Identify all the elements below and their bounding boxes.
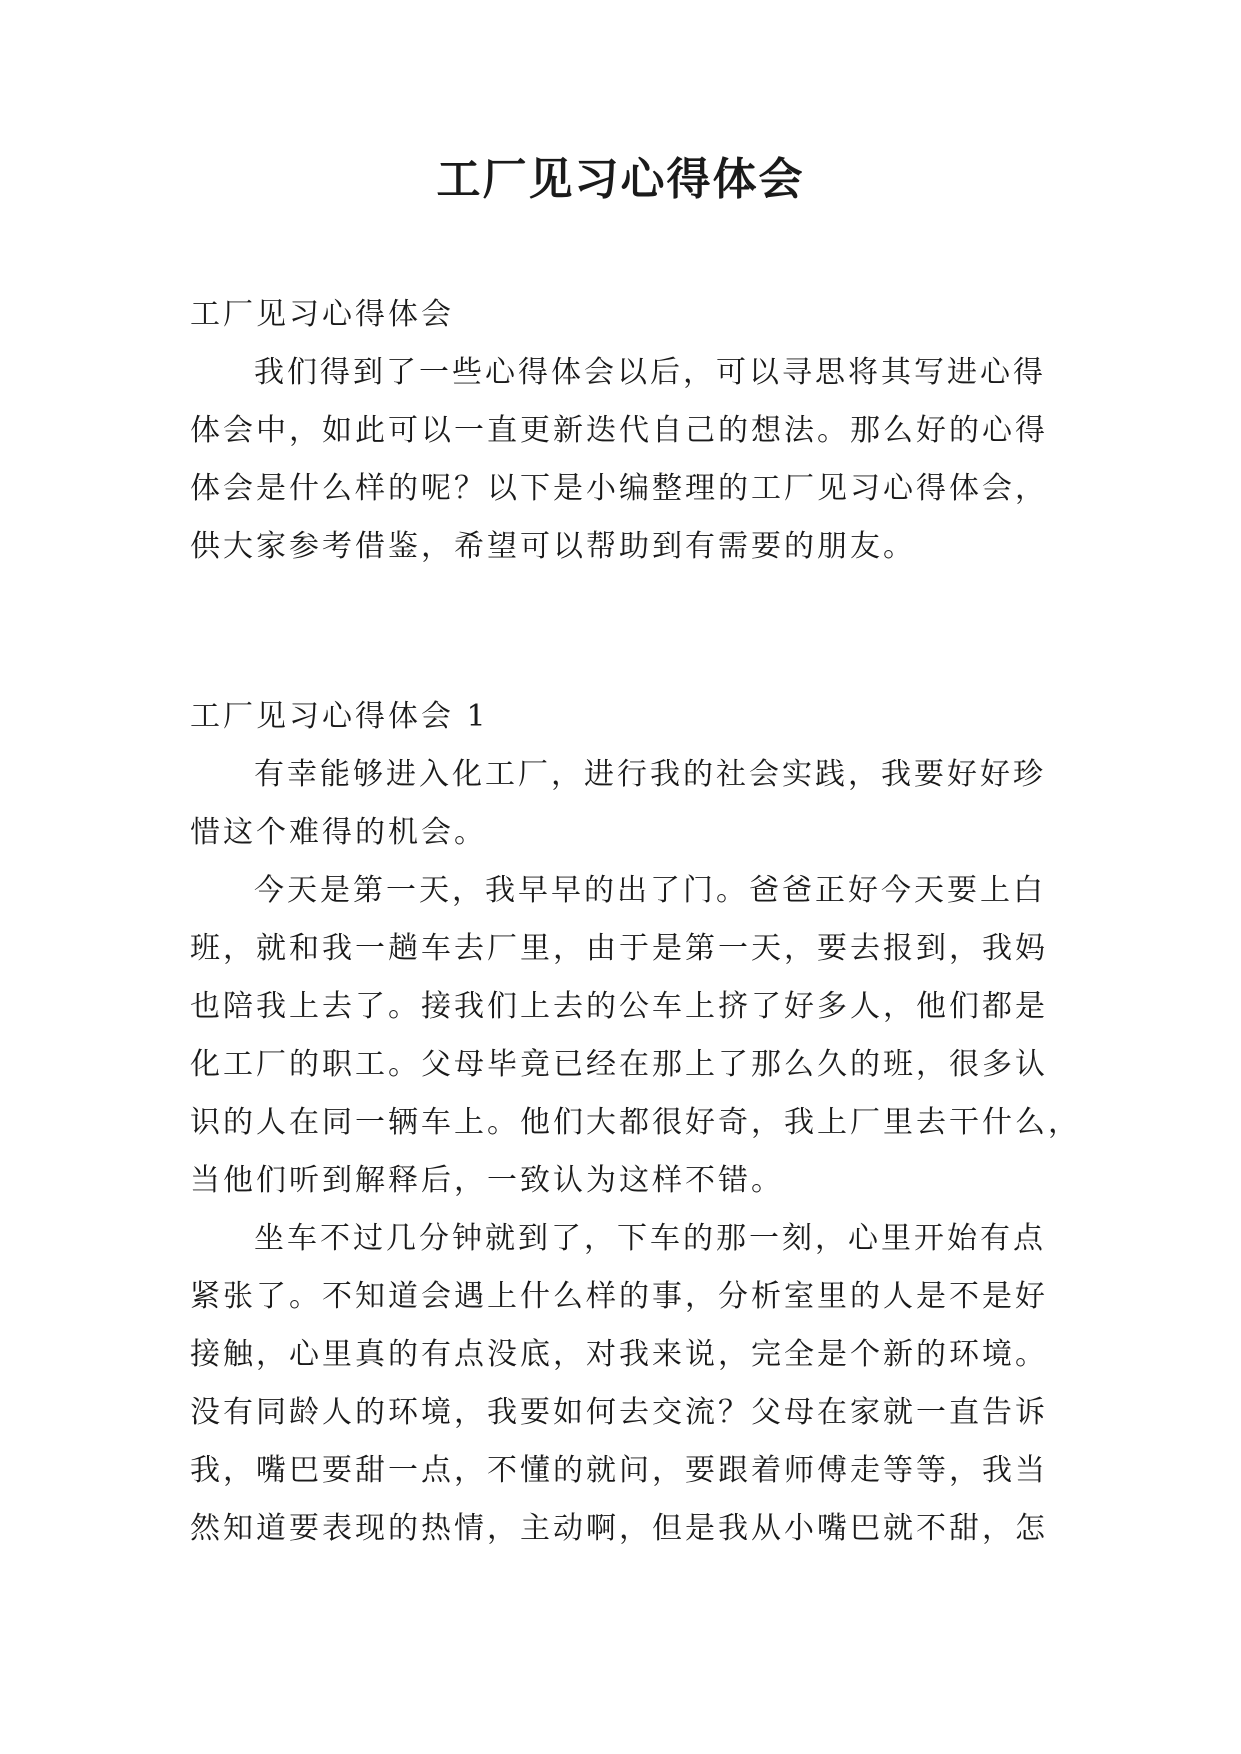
section-spacer bbox=[190, 576, 1070, 688]
section-paragraph-3 bbox=[190, 1210, 1070, 1558]
paragraph-line: 班，就和我一趟车去厂里，由于是第一天，要去报到，我妈 bbox=[190, 931, 1048, 966]
paragraph-line: 也陪我上去了。接我们上去的公车上挤了好多人，他们都是 bbox=[190, 989, 1048, 1024]
intro-heading: 工厂见习心得体会 bbox=[190, 297, 454, 332]
paragraph-line: 没有同龄人的环境，我要如何去交流？父母在家就一直告诉 bbox=[190, 1395, 1048, 1430]
section-paragraph-1 bbox=[190, 746, 1070, 862]
paragraph-line: 供大家参考借鉴，希望可以帮助到有需要的朋友。 bbox=[190, 529, 916, 564]
paragraph-line: 有幸能够进入化工厂，进行我的社会实践，我要好好珍 bbox=[254, 757, 1046, 792]
paragraph-line: 接触，心里真的有点没底，对我来说，完全是个新的环境。 bbox=[190, 1337, 1048, 1372]
section-paragraph-2 bbox=[190, 862, 1081, 1210]
intro-paragraph bbox=[190, 344, 1070, 576]
paragraph-line: 然知道要表现的热情，主动啊，但是我从小嘴巴就不甜，怎 bbox=[190, 1511, 1048, 1546]
paragraph-line: 今天是第一天，我早早的出了门。爸爸正好今天要上白 bbox=[254, 873, 1046, 908]
document-body bbox=[190, 286, 1081, 1558]
paragraph-line: 化工厂的职工。父母毕竟已经在那上了那么久的班，很多认 bbox=[190, 1047, 1048, 1082]
document-title: 工厂见习心得体会 bbox=[436, 154, 805, 205]
paragraph-line: 识的人在同一辆车上。他们大都很好奇，我上厂里去干什么， bbox=[190, 1105, 1081, 1140]
paragraph-line: 我，嘴巴要甜一点，不懂的就问，要跟着师傅走等等，我当 bbox=[190, 1453, 1048, 1488]
paragraph-line: 紧张了。不知道会遇上什么样的事，分析室里的人是不是好 bbox=[190, 1279, 1048, 1314]
paragraph-line: 惜这个难得的机会。 bbox=[190, 815, 487, 850]
paragraph-line: 当他们听到解释后，一致认为这样不错。 bbox=[190, 1163, 784, 1198]
paragraph-line: 体会中，如此可以一直更新迭代自己的想法。那么好的心得 bbox=[190, 413, 1048, 448]
section-heading: 工厂见习心得体会 1 bbox=[190, 699, 489, 734]
paragraph-line: 体会是什么样的呢？以下是小编整理的工厂见习心得体会， bbox=[190, 471, 1048, 506]
paragraph-line: 我们得到了一些心得体会以后，可以寻思将其写进心得 bbox=[254, 355, 1046, 390]
paragraph-line: 坐车不过几分钟就到了，下车的那一刻，心里开始有点 bbox=[254, 1221, 1046, 1256]
